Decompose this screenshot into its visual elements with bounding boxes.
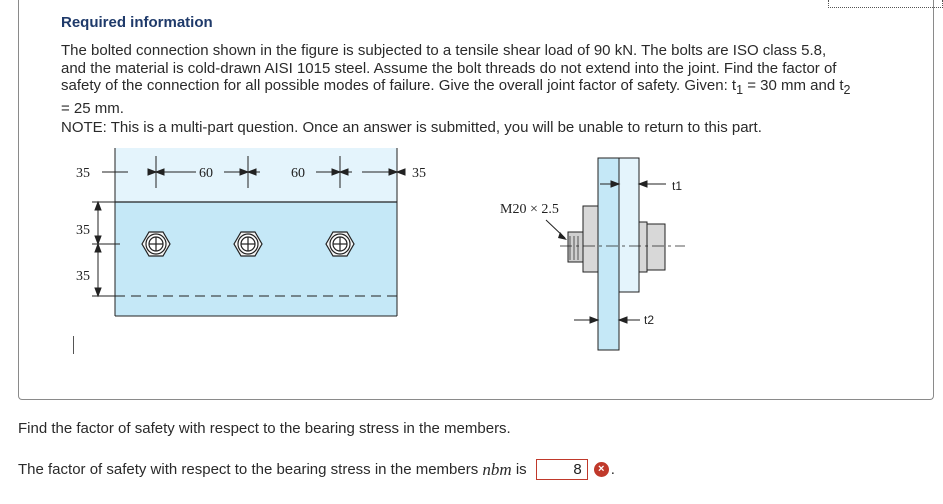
incorrect-icon: ×: [594, 462, 609, 477]
dim-first-60: 60: [199, 166, 213, 181]
problem-statement: The bolted connection shown in the figure is subjected to a tensile shear load of 90 kN. The bolts are ISO class 5.8, and the material is cold-drawn AISI 1015 steel. Assume the bolt threads do not extend into the joint. Find the factor of safety of the connection for all possible modes of failure. Give the overall joint factor of safety. Given: $t_1 = 30$ mm and $t_2$ = 25 mm.: [61, 42, 851, 117]
answer-period: .: [610, 461, 615, 478]
focus-outline: [828, 0, 943, 8]
dim-vertical-upper-35: 35: [76, 223, 90, 238]
answer-input[interactable]: 8: [536, 459, 588, 480]
section-heading: Required information: [61, 14, 213, 31]
t1-label: t1: [672, 179, 683, 193]
dim-vertical-lower-35: 35: [76, 269, 90, 284]
dim-second-60: 60: [291, 166, 305, 181]
dim-left-35: 35: [76, 166, 90, 181]
dim-right-35: 35: [412, 166, 426, 181]
answer-subscript: bm: [490, 459, 512, 479]
answer-row: [18, 459, 615, 480]
answer-suffix: is: [515, 461, 527, 478]
answer-symbol: n: [482, 459, 491, 479]
note-text: NOTE: This is a multi-part question. Once an answer is submitted, you will be unable to return to this part.: [61, 119, 762, 136]
answer-prefix: The factor of safety with respect to the bearing stress in the members: [18, 461, 479, 478]
question-text: Find the factor of safety with respect to the bearing stress in the members.: [18, 420, 511, 437]
plate-body: [115, 202, 397, 316]
text-cursor: [73, 336, 74, 354]
t2-label: t2: [644, 313, 655, 327]
bolted-connection-figure: [60, 148, 700, 363]
bolt-size-label: M20 × 2.5: [500, 202, 559, 217]
